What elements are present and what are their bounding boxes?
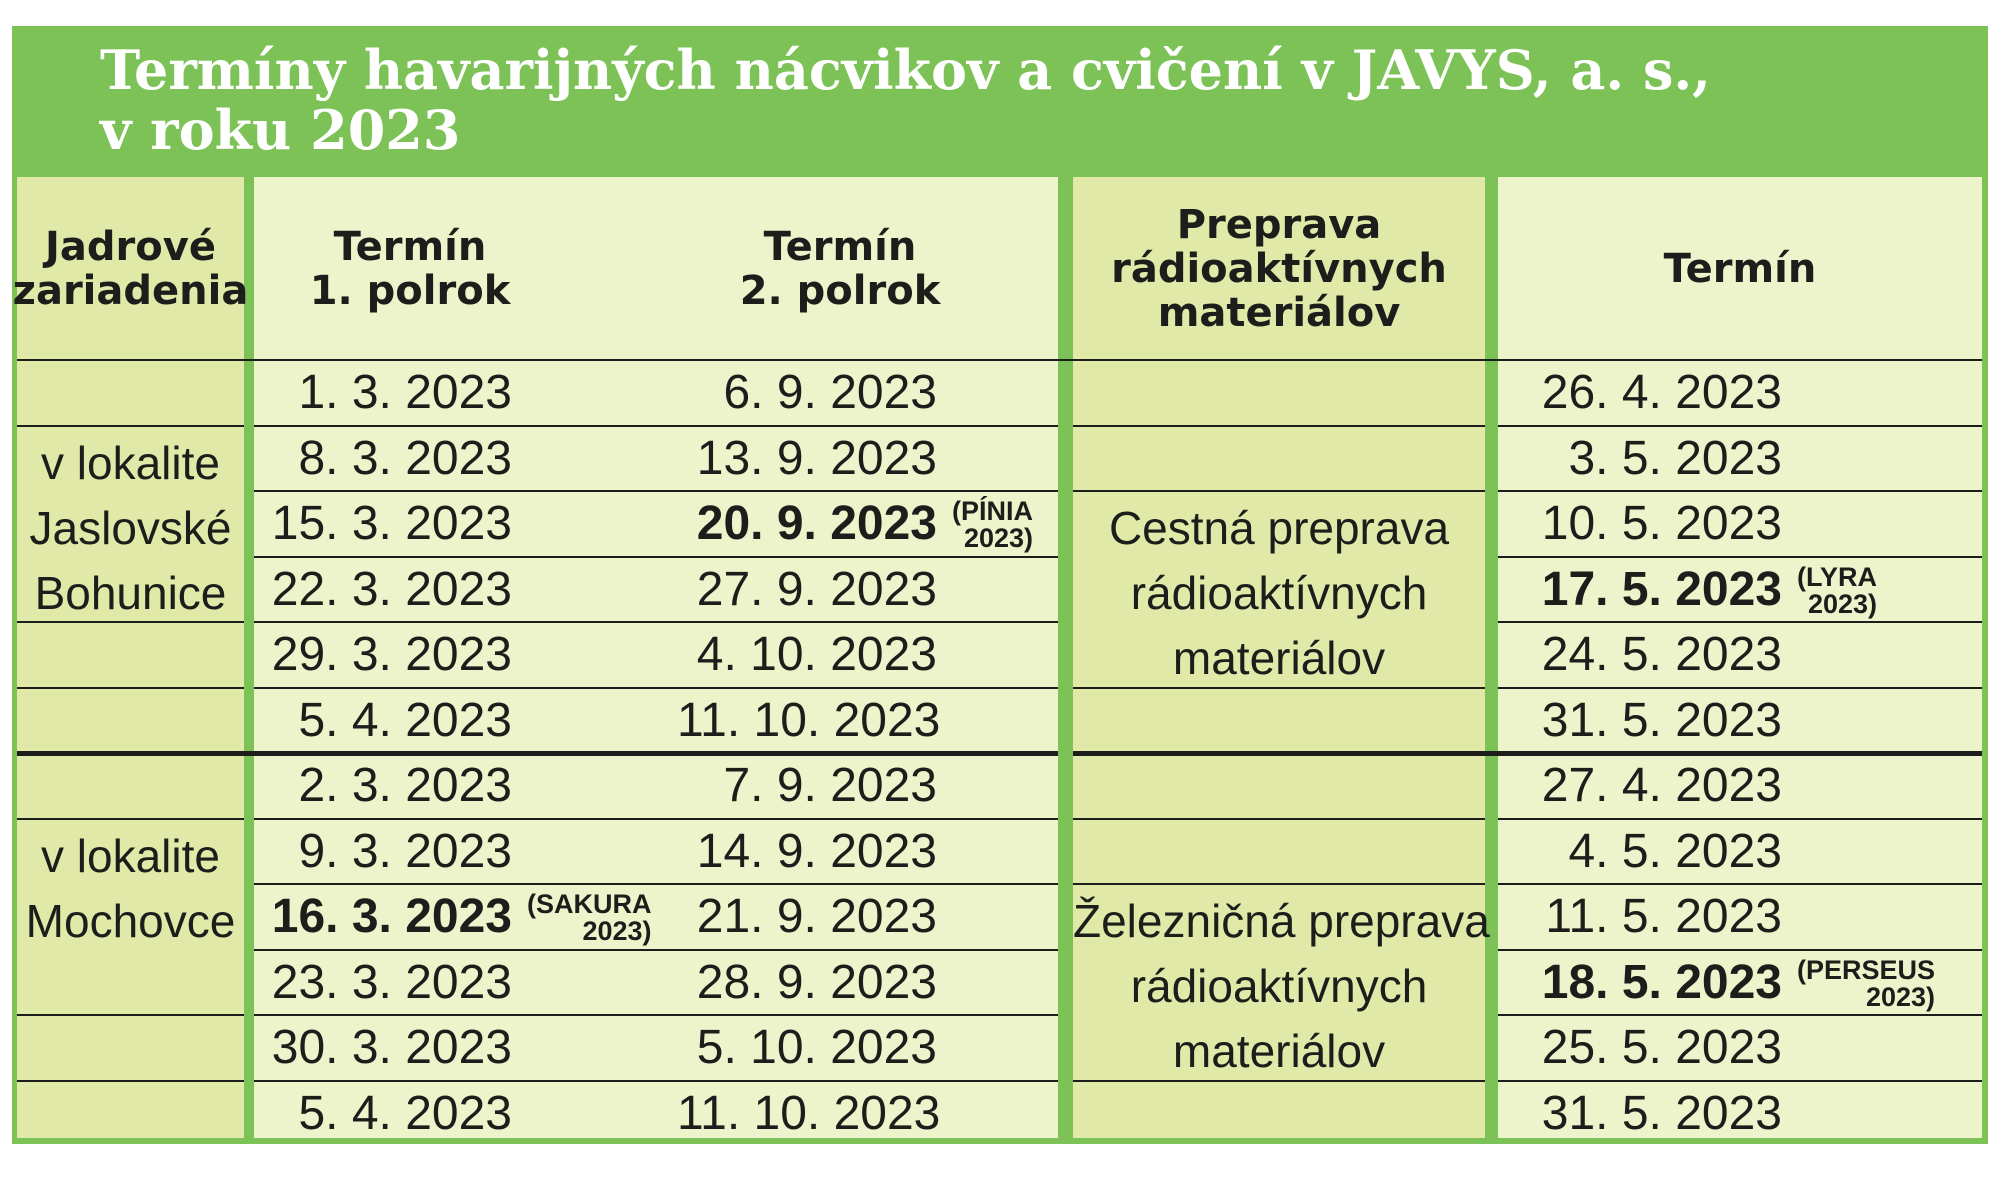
date-cell: 30. 3. 2023	[271, 1021, 512, 1074]
row-divider	[1073, 490, 1485, 492]
header-facilities	[12, 177, 249, 360]
exercise-note-line: (PÍNIA	[952, 496, 1033, 526]
header-term-h1-line: 1. polrok	[309, 267, 511, 314]
date-cell: 23. 3. 2023	[271, 955, 512, 1009]
row-divider	[1498, 425, 1982, 427]
transport-date-cell: 17. 5. 2023	[1541, 562, 1782, 616]
transport-type-line: Železničná preprava	[1073, 895, 1490, 947]
header-transport-line: materiálov	[1157, 289, 1401, 336]
location-label	[17, 431, 244, 626]
transport-type-line: rádioaktívnych	[1130, 567, 1428, 619]
header-term-h1-line: Termín	[333, 223, 487, 270]
exercise-note-line: 2023)	[963, 523, 1033, 553]
row-divider	[1498, 1080, 1982, 1082]
transport-date-cell: 4. 5. 2023	[1568, 824, 1782, 878]
row-divider	[1498, 1014, 1982, 1016]
date-cell: 6. 9. 2023	[723, 366, 937, 419]
row-divider	[1073, 883, 1485, 885]
row-divider	[254, 883, 1058, 885]
row-divider	[17, 818, 244, 820]
transport-date-cell: 31. 5. 2023	[1541, 693, 1782, 747]
transport-type-label	[1073, 496, 1485, 691]
transport-date-cell: 27. 4. 2023	[1541, 759, 1782, 812]
transport-note-line: 2023)	[1865, 981, 1936, 1012]
location-label-line: Jaslovské	[29, 501, 232, 554]
row-divider	[254, 490, 1058, 492]
date-cell: 11. 10. 2023	[677, 693, 941, 747]
location-label-line: Mochovce	[25, 894, 236, 947]
transport-date-cell: 10. 5. 2023	[1541, 497, 1782, 550]
date-cell: 4. 10. 2023	[696, 628, 937, 681]
date-cell: 5. 4. 2023	[298, 1086, 512, 1140]
date-cell: 7. 9. 2023	[723, 759, 937, 812]
header-transport	[1073, 177, 1485, 360]
location-label	[17, 824, 244, 954]
date-cell: 20. 9. 2023	[696, 497, 937, 550]
date-cell: 27. 9. 2023	[696, 562, 937, 616]
transport-type-line: materiálov	[1172, 632, 1386, 684]
transport-date-cell: 26. 4. 2023	[1541, 366, 1782, 419]
title-line-2: v roku 2023	[100, 98, 461, 162]
row-divider	[17, 687, 244, 689]
date-cell: 1. 3. 2023	[298, 366, 512, 419]
title-line-1: Termíny havarijných nácvikov a cvičení v JAVYS, a. s.,	[100, 38, 1711, 102]
date-cell: 13. 9. 2023	[696, 431, 937, 485]
header-term-h2-line: Termín	[763, 223, 917, 270]
transport-type-label	[1073, 889, 1490, 1084]
header-term	[1498, 177, 1982, 360]
header-term-h1	[300, 177, 520, 360]
header-transport-line: rádioaktívnych	[1111, 245, 1447, 292]
row-divider	[17, 425, 244, 427]
header-facilities-line: Jadrové	[45, 223, 216, 270]
transport-type-line: Cestná preprava	[1108, 502, 1450, 554]
date-cell: 8. 3. 2023	[298, 431, 512, 485]
header-facilities-line: zariadenia	[12, 267, 249, 314]
header-term-h2	[730, 177, 950, 360]
row-divider	[1498, 949, 1982, 951]
transport-date-cell: 24. 5. 2023	[1541, 628, 1782, 681]
transport-note-line: 2023)	[1807, 588, 1878, 619]
exercise-note	[527, 891, 652, 945]
date-cell: 21. 9. 2023	[696, 890, 937, 943]
date-cell: 9. 3. 2023	[298, 824, 512, 878]
row-divider	[254, 818, 1058, 820]
transport-type-line: rádioaktívnych	[1130, 960, 1428, 1012]
date-cell: 11. 10. 2023	[677, 1086, 941, 1140]
transport-note	[1797, 954, 1936, 1012]
header-term-label: Termín	[1663, 245, 1817, 292]
transport-note-line: (PERSEUS	[1797, 954, 1936, 985]
row-divider	[254, 1080, 1058, 1082]
exercise-note	[952, 498, 1033, 552]
transport-date-cell: 31. 5. 2023	[1541, 1086, 1782, 1140]
date-cell: 2. 3. 2023	[298, 759, 512, 812]
row-divider	[1073, 818, 1485, 820]
row-divider	[1498, 687, 1982, 689]
date-cell: 29. 3. 2023	[271, 628, 512, 681]
transport-note	[1797, 561, 1878, 619]
exercise-note-line: (SAKURA	[527, 889, 652, 919]
header-divider	[17, 359, 1982, 361]
transport-date-cell: 11. 5. 2023	[1545, 890, 1782, 943]
header-term-h2-line: 2. polrok	[739, 267, 941, 314]
date-cell: 14. 9. 2023	[696, 824, 937, 878]
date-cell: 16. 3. 2023	[271, 890, 512, 943]
date-cell: 5. 10. 2023	[696, 1021, 937, 1074]
row-divider	[254, 425, 1058, 427]
transport-type-line: materiálov	[1172, 1025, 1386, 1077]
row-divider	[1498, 621, 1982, 623]
row-divider	[17, 1014, 244, 1016]
row-divider	[254, 949, 1058, 951]
row-divider	[254, 687, 1058, 689]
location-label-line: v lokalite	[41, 436, 220, 489]
row-divider	[17, 1080, 244, 1082]
transport-date-cell: 25. 5. 2023	[1541, 1021, 1782, 1074]
row-divider	[1498, 818, 1982, 820]
row-divider	[1498, 490, 1982, 492]
page-title	[100, 40, 1980, 160]
date-cell: 5. 4. 2023	[298, 693, 512, 747]
row-divider	[254, 556, 1058, 558]
date-cell: 22. 3. 2023	[271, 562, 512, 616]
transport-date-cell: 3. 5. 2023	[1568, 431, 1782, 485]
header-transport-line: Preprava	[1176, 201, 1382, 248]
exercise-note-line: 2023)	[582, 916, 652, 946]
row-divider	[1073, 425, 1485, 427]
location-label-line: Bohunice	[34, 566, 227, 619]
transport-note-line: (LYRA	[1797, 561, 1878, 592]
transport-date-cell: 18. 5. 2023	[1541, 955, 1782, 1009]
date-cell: 15. 3. 2023	[271, 497, 512, 550]
row-divider	[1498, 556, 1982, 558]
row-divider	[1498, 883, 1982, 885]
date-cell: 28. 9. 2023	[696, 955, 937, 1009]
location-label-line: v lokalite	[41, 829, 220, 882]
row-divider	[254, 1014, 1058, 1016]
row-divider	[254, 621, 1058, 623]
